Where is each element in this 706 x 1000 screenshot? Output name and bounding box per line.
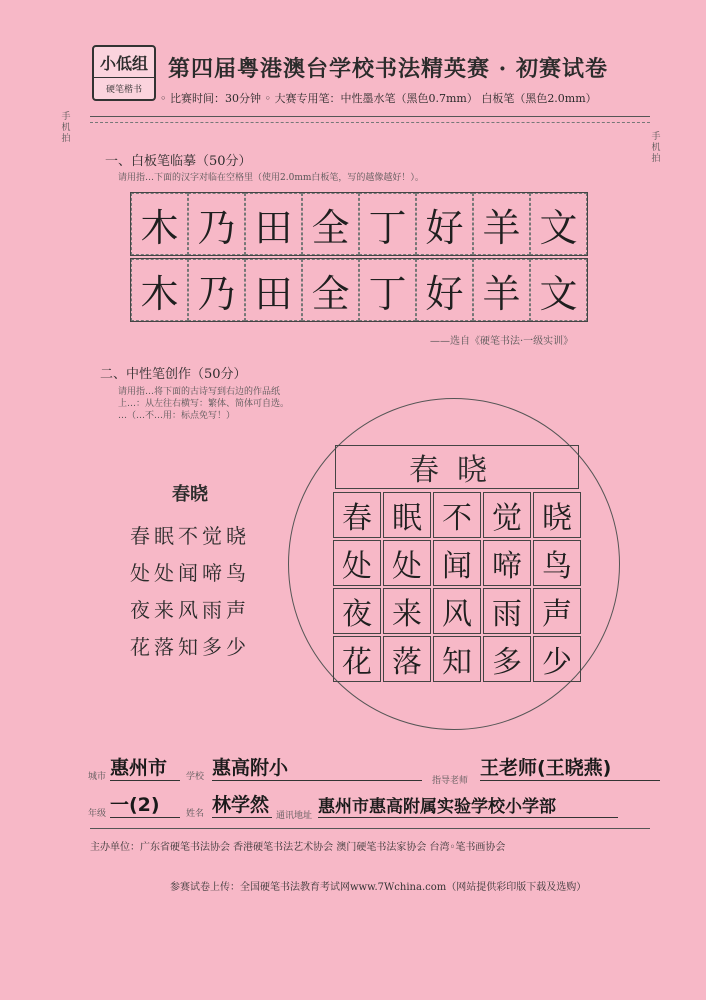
copy-char: 文 [530,259,587,321]
poem-line: 夜来风雨声 [130,598,250,622]
model-char: 木 [131,193,188,255]
header-dash-divider [90,122,650,123]
name-field[interactable]: 林学然 [212,790,272,818]
artwork-char: 落 [383,636,431,682]
section2-heading: 二、中性笔创作（50分） [100,367,247,382]
artwork-char: 来 [383,588,431,634]
model-char: 全 [302,193,359,255]
address-label: 通讯地址 [276,811,313,821]
badge-group: 小低组 [94,51,154,78]
model-char: 乃 [188,193,245,255]
artwork-char: 处 [383,540,431,586]
section2-instruction-line: 请用指…将下面的古诗写到右边的作品纸 [118,387,281,397]
grade-field[interactable]: 一(2) [110,790,180,818]
copy-char: 丁 [359,259,416,321]
teacher-field[interactable]: 王老师(王晓燕) [480,753,660,781]
grade-label: 年级 [88,809,107,819]
copy-char: 乃 [188,259,245,321]
school-field[interactable]: 惠高附小 [212,753,422,781]
section2-instruction-line: 上…：从左往右横写：繁体、简体可自选。 [118,399,290,409]
badge-style: 硬笔楷书 [105,85,142,95]
artwork-title: 春晓 [335,445,579,489]
name-label: 姓名 [186,809,205,819]
poem-reference [115,480,265,666]
teacher-label: 指导老师 [432,776,469,786]
artwork-char: 多 [483,636,531,682]
artwork-char: 闻 [433,540,481,586]
model-char: 文 [530,193,587,255]
poem-line: 春眠不觉晓 [130,524,250,548]
city-field[interactable]: 惠州市 [110,753,180,781]
artwork-char: 觉 [483,492,531,538]
upload-note: 参赛试卷上传：全国硬笔书法教育考试网www.7Wchina.com（网站提供彩印版下载及选购） [170,882,587,893]
model-char: 羊 [473,193,530,255]
artwork-char: 啼 [483,540,531,586]
copy-char-row [130,258,588,322]
copy-char: 羊 [473,259,530,321]
artwork-char: 春 [333,492,381,538]
artwork-char: 知 [433,636,481,682]
group-badge [92,45,156,101]
artwork-grid [333,492,581,682]
page-subtitle: ◦ 比赛时间：30分钟 ◦ 大赛专用笔：中性墨水笔（黑色0.7mm） 白板笔（黑色2.0mm） [160,92,597,105]
copy-char: 好 [416,259,473,321]
header-divider [90,116,650,117]
model-char: 田 [245,193,302,255]
artwork-char: 晓 [533,492,581,538]
copy-char: 全 [302,259,359,321]
city-label: 城市 [88,772,107,782]
section1-heading: 一、白板笔临摹（50分） [105,154,252,169]
copy-char: 木 [131,259,188,321]
artwork-char: 鸟 [533,540,581,586]
copy-char: 田 [245,259,302,321]
artwork-char: 处 [333,540,381,586]
page-title: 第四届粤港澳台学校书法精英赛 · 初赛试卷 [168,56,608,82]
source-citation: ——选自《硬笔书法·一级实训》 [430,336,574,347]
artwork-char: 声 [533,588,581,634]
side-mark-right: 手机拍 [651,132,661,164]
artwork-char: 风 [433,588,481,634]
model-char: 好 [416,193,473,255]
side-mark-left: 手机拍 [61,112,71,144]
artwork-char: 夜 [333,588,381,634]
artwork-char: 花 [333,636,381,682]
section2-instruction-line: …（…不…用：标点免写！） [118,411,236,421]
section1-instruction: 请用指…下面的汉字对临在空格里（使用2.0mm白板笔，写的越像越好！）。 [118,173,424,183]
footer-divider [90,828,650,829]
artwork-char: 雨 [483,588,531,634]
model-char-row [130,192,588,256]
model-char: 丁 [359,193,416,255]
poem-line: 处处闻啼鸟 [130,561,250,585]
artwork-char: 不 [433,492,481,538]
poem-title: 春晓 [172,484,208,505]
school-label: 学校 [186,772,205,782]
artwork-char: 眠 [383,492,431,538]
poem-line: 花落知多少 [130,635,250,659]
organizers: 主办单位：广东省硬笔书法协会 香港硬笔书法艺术协会 澳门硬笔书法家协会 台湾◦笔书画协会 [90,842,506,853]
artwork-char: 少 [533,636,581,682]
address-field[interactable]: 惠州市惠高附属实验学校小学部 [318,792,618,818]
